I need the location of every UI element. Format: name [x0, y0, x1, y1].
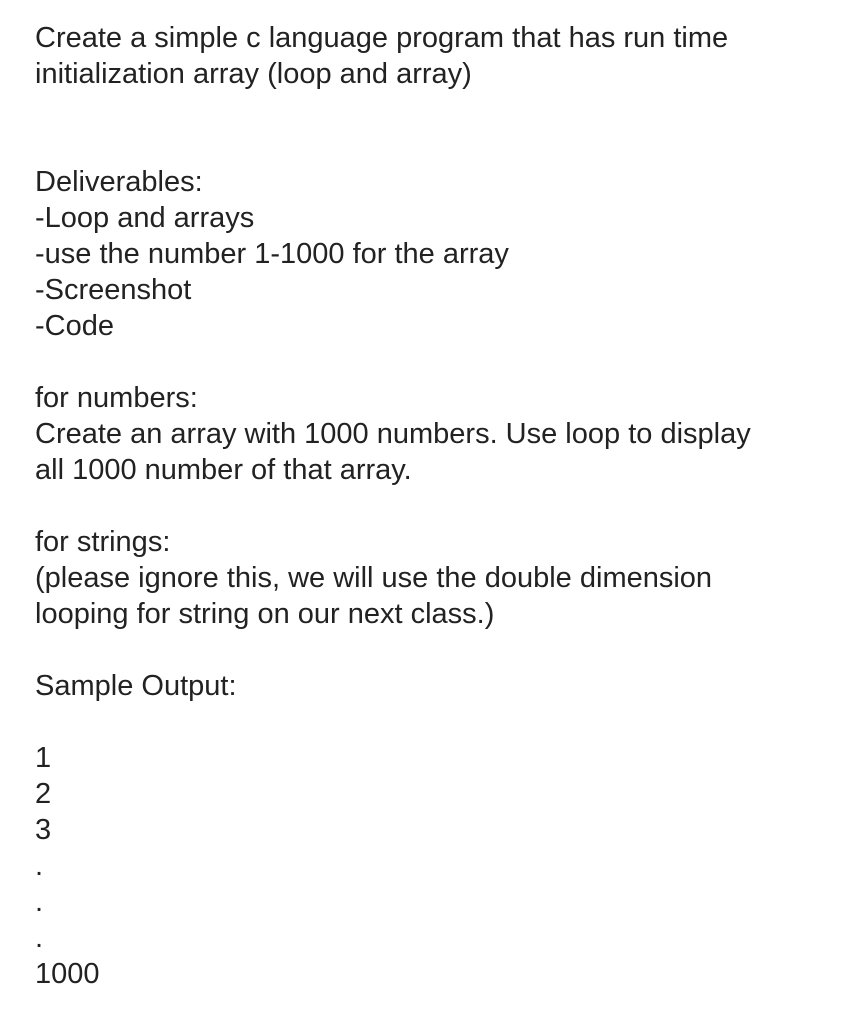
deliverable-item: -Loop and arrays: [35, 202, 255, 234]
sample-output-ellipsis-dot: .: [35, 850, 44, 882]
strings-line-1: (please ignore this, we will use the double dimension: [35, 562, 713, 594]
numbers-line-1: Create an array with 1000 numbers. Use loop to display: [35, 418, 751, 450]
sample-output-value: 1000: [35, 958, 100, 990]
sample-output-ellipsis-dot: .: [35, 886, 44, 918]
document: [35, 20, 825, 992]
deliverable-item: -Screenshot: [35, 274, 192, 306]
spacer: [35, 632, 825, 668]
strings-heading: for strings:: [35, 526, 171, 558]
title-line-1: Create a simple c language program that has run time: [35, 22, 729, 54]
sample-output-value: 2: [35, 778, 52, 810]
sample-output-heading: Sample Output:: [35, 670, 237, 702]
sample-output-value: 1: [35, 742, 52, 774]
spacer: [35, 488, 825, 524]
spacer: [35, 92, 825, 164]
deliverable-item: -Code: [35, 310, 114, 342]
spacer: [35, 704, 825, 740]
sample-output-ellipsis-dot: .: [35, 922, 44, 954]
numbers-heading: for numbers:: [35, 382, 198, 414]
title-line-2: initialization array (loop and array): [35, 58, 472, 90]
spacer: [35, 344, 825, 380]
strings-line-2: looping for string on our next class.): [35, 598, 495, 630]
sample-output-value: 3: [35, 814, 52, 846]
deliverables-heading: Deliverables:: [35, 166, 203, 198]
deliverable-item: -use the number 1-1000 for the array: [35, 238, 509, 270]
numbers-line-2: all 1000 number of that array.: [35, 454, 412, 486]
